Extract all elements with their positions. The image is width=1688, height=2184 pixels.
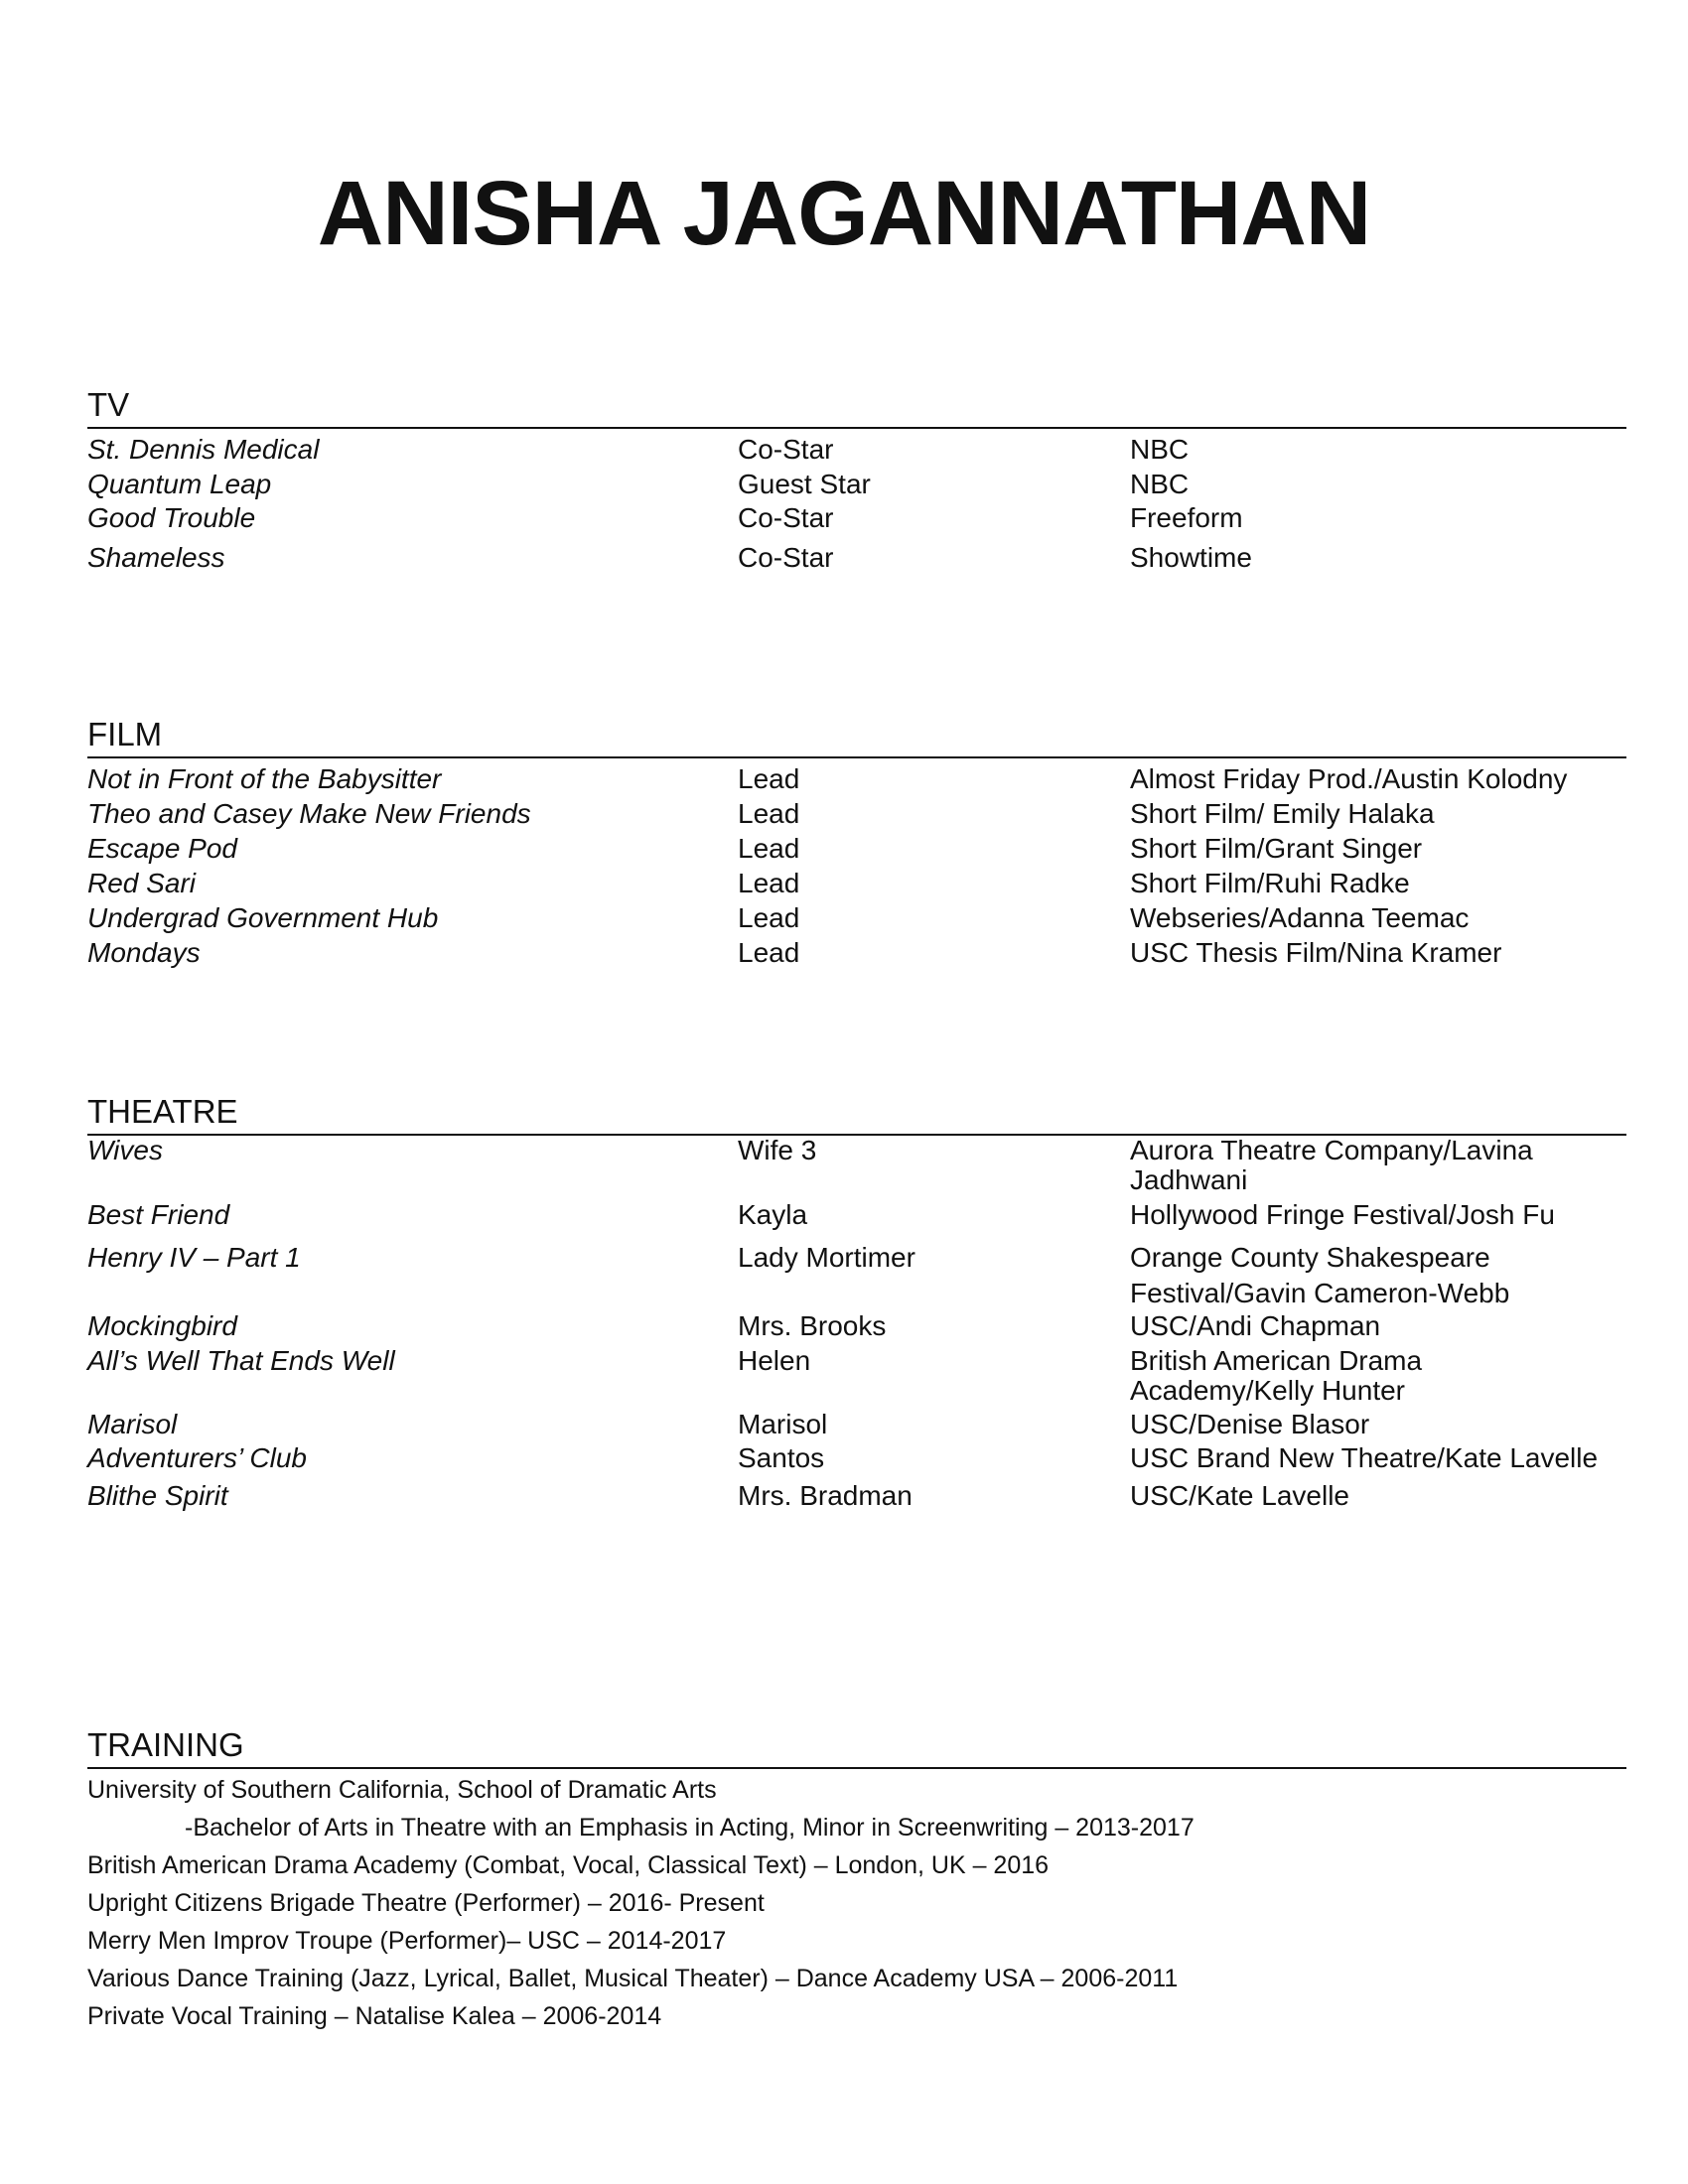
training-item: British American Drama Academy (Combat, Vocal, Classical Text) – London, UK – 2016 (87, 1851, 1050, 1879)
credit-venue: Almost Friday Prod./Austin Kolodny (1130, 763, 1568, 794)
credit-role: Co-Star (738, 434, 834, 465)
credit-venue: Webseries/Adanna Teemac (1130, 902, 1470, 933)
credit-row (87, 834, 1626, 864)
credit-venue: NBC (1130, 434, 1190, 465)
training-item: University of Southern California, School of Dramatic Arts (87, 1776, 717, 1804)
training-list (87, 1771, 1626, 2035)
training-item: Upright Citizens Brigade Theatre (Performer) – 2016- Present (87, 1889, 765, 1917)
credit-role: Helen (738, 1345, 811, 1376)
credit-role: Marisol (738, 1409, 828, 1439)
credit-venue: USC/Denise Blasor (1130, 1409, 1370, 1439)
credit-venue: USC/Andi Chapman (1130, 1310, 1381, 1341)
credit-venue: Orange County Shakespeare Festival/Gavin Cameron-Webb (1130, 1242, 1510, 1308)
credit-row (87, 1200, 1626, 1230)
credit-role: Co-Star (738, 502, 834, 533)
credit-venue: Freeform (1130, 502, 1243, 533)
credit-role: Lead (738, 763, 800, 794)
section-heading-training: TRAINING (87, 1725, 1626, 1769)
credit-venue: Short Film/ Emily Halaka (1130, 798, 1435, 829)
credit-row (87, 938, 1626, 968)
credit-venue: USC Thesis Film/Nina Kramer (1130, 937, 1502, 968)
credit-row (87, 1136, 1626, 1195)
credit-row (87, 764, 1626, 794)
credit-venue: Aurora Theatre Company/Lavina Jadhwani (1130, 1135, 1533, 1195)
training-item: Merry Men Improv Troupe (Performer)– USC – 2014-2017 (87, 1927, 727, 1955)
credit-row (87, 1311, 1626, 1341)
credit-venue: USC/Kate Lavelle (1130, 1480, 1350, 1511)
credit-row (87, 1481, 1626, 1511)
credit-row (87, 470, 1626, 499)
credit-role: Lead (738, 902, 800, 933)
credit-role: Co-Star (738, 542, 834, 573)
credit-title: Theo and Casey Make New Friends (87, 798, 531, 829)
tv-credits (87, 435, 1626, 573)
credit-title: Henry IV – Part 1 (87, 1242, 301, 1273)
credit-role: Kayla (738, 1199, 808, 1230)
credit-role: Lady Mortimer (738, 1242, 915, 1273)
section-heading-film: FILM (87, 715, 1626, 758)
credit-title: Best Friend (87, 1199, 230, 1230)
credit-row (87, 543, 1626, 573)
credit-title: Good Trouble (87, 502, 256, 533)
credit-title: Quantum Leap (87, 469, 272, 499)
credit-role: Mrs. Brooks (738, 1310, 887, 1341)
training-section (87, 1725, 1626, 2035)
credit-title: All’s Well That Ends Well (87, 1345, 395, 1376)
training-item: Various Dance Training (Jazz, Lyrical, Ballet, Musical Theater) – Dance Academy USA – 2006-2011 (87, 1965, 1179, 1992)
training-item: Private Vocal Training – Natalise Kalea – 2006-2014 (87, 2002, 662, 2030)
credit-title: Blithe Spirit (87, 1480, 228, 1511)
theatre-credits (87, 1136, 1626, 1511)
tv-section (87, 385, 1626, 573)
credit-venue: USC Brand New Theatre/Kate Lavelle (1130, 1442, 1599, 1473)
credit-title: Marisol (87, 1409, 178, 1439)
credit-venue: Showtime (1130, 542, 1252, 573)
credit-venue: Short Film/Grant Singer (1130, 833, 1423, 864)
credit-row (87, 869, 1626, 898)
credit-venue: NBC (1130, 469, 1190, 499)
credit-role: Wife 3 (738, 1135, 817, 1165)
credit-title: Adventurers’ Club (87, 1442, 308, 1473)
training-item: -Bachelor of Arts in Theatre with an Emphasis in Acting, Minor in Screenwriting – 2013-2017 (185, 1814, 1195, 1842)
credit-role: Guest Star (738, 469, 871, 499)
film-credits (87, 764, 1626, 968)
credit-title: Undergrad Government Hub (87, 902, 439, 933)
theatre-section (87, 1092, 1626, 1511)
actor-name: ANISHA JAGANNATHAN (317, 163, 1371, 264)
credit-role: Lead (738, 798, 800, 829)
film-section (87, 715, 1626, 968)
credit-row (87, 903, 1626, 933)
credit-venue: Hollywood Fringe Festival/Josh Fu (1130, 1199, 1555, 1230)
credit-title: Red Sari (87, 868, 196, 898)
credit-role: Lead (738, 868, 800, 898)
credit-row (87, 1346, 1626, 1406)
credit-title: Escape Pod (87, 833, 237, 864)
credit-role: Mrs. Bradman (738, 1480, 913, 1511)
section-heading-tv: TV (87, 385, 1626, 429)
credit-role: Lead (738, 937, 800, 968)
credit-row (87, 1443, 1626, 1473)
credit-title: Shameless (87, 542, 225, 573)
credit-row (87, 503, 1626, 533)
credit-title: Wives (87, 1135, 163, 1165)
credit-role: Santos (738, 1442, 825, 1473)
credit-title: Mockingbird (87, 1310, 237, 1341)
credit-row (87, 1410, 1626, 1439)
section-heading-theatre: THEATRE (87, 1092, 1626, 1136)
credit-title: Mondays (87, 937, 201, 968)
credit-row (87, 435, 1626, 465)
credit-title: St. Dennis Medical (87, 434, 320, 465)
credit-row (87, 1240, 1626, 1311)
credit-role: Lead (738, 833, 800, 864)
credit-title: Not in Front of the Babysitter (87, 763, 442, 794)
credit-venue: Short Film/Ruhi Radke (1130, 868, 1410, 898)
credit-venue: British American Drama Academy/Kelly Hunter (1130, 1345, 1423, 1406)
credit-row (87, 799, 1626, 829)
